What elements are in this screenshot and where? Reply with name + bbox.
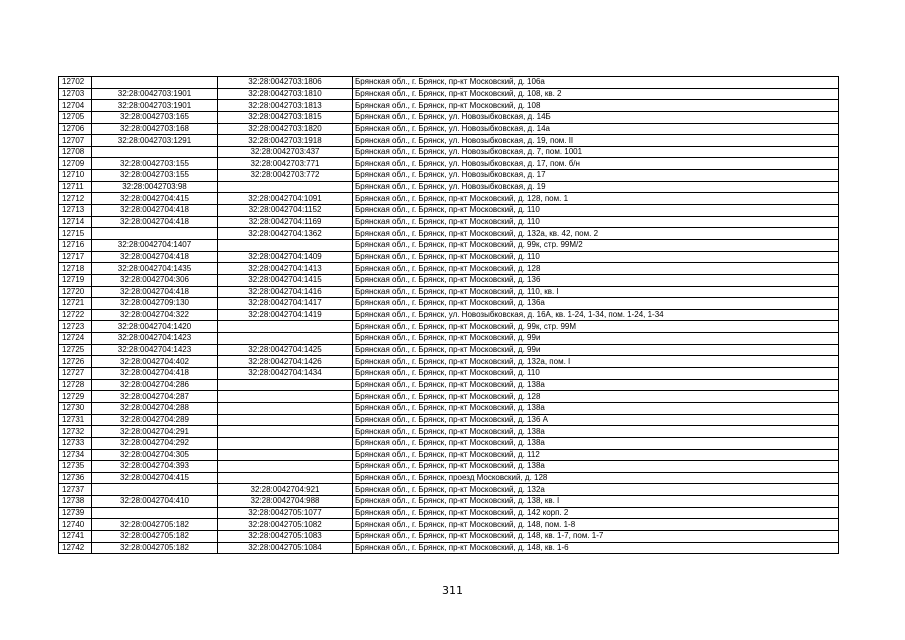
row-number-cell: 12703 [59, 88, 92, 100]
row-number-cell: 12742 [59, 542, 92, 554]
cadastral-number-cell: 32:28:0042704:1152 [218, 205, 353, 217]
parent-cadastral-number-cell: 32:28:0042704:305 [92, 449, 218, 461]
table-row [59, 239, 839, 251]
address-cell: Брянская обл., г. Брянск, ул. Новозыбковская, д. 17, пом. б/н [353, 158, 839, 170]
address-cell: Брянская обл., г. Брянск, пр-кт Московский, д. 138а [353, 426, 839, 438]
cadastral-number-cell: 32:28:0042704:921 [218, 484, 353, 496]
cadastral-number-cell: 32:28:0042704:1091 [218, 193, 353, 205]
cadastral-number-cell: 32:28:0042704:1415 [218, 274, 353, 286]
parent-cadastral-number-cell [92, 77, 218, 89]
row-number-cell: 12720 [59, 286, 92, 298]
table-row [59, 542, 839, 554]
parent-cadastral-number-cell [92, 228, 218, 240]
row-number-cell: 12735 [59, 461, 92, 473]
parent-cadastral-number-cell: 32:28:0042704:418 [92, 216, 218, 228]
address-cell: Брянская обл., г. Брянск, ул. Новозыбковская, д. 19, пом. II [353, 135, 839, 147]
row-number-cell: 12711 [59, 181, 92, 193]
cadastral-number-cell [218, 449, 353, 461]
parent-cadastral-number-cell: 32:28:0042709:130 [92, 298, 218, 310]
cadastral-number-cell [218, 321, 353, 333]
address-cell: Брянская обл., г. Брянск, пр-кт Московский, д. 99и [353, 344, 839, 356]
row-number-cell: 12722 [59, 309, 92, 321]
cadastral-number-cell: 32:28:0042704:1169 [218, 216, 353, 228]
row-number-cell: 12707 [59, 135, 92, 147]
row-number-cell: 12713 [59, 205, 92, 217]
row-number-cell: 12724 [59, 333, 92, 345]
cadastral-number-cell [218, 426, 353, 438]
table-row [59, 251, 839, 263]
cadastral-number-cell: 32:28:0042704:1413 [218, 263, 353, 275]
cadastral-number-cell: 32:28:0042703:1815 [218, 111, 353, 123]
parent-cadastral-number-cell [92, 507, 218, 519]
cadastral-number-cell: 32:28:0042703:1810 [218, 88, 353, 100]
cadastral-number-cell: 32:28:0042704:1362 [218, 228, 353, 240]
parent-cadastral-number-cell: 32:28:0042704:288 [92, 402, 218, 414]
row-number-cell: 12709 [59, 158, 92, 170]
parent-cadastral-number-cell: 32:28:0042704:418 [92, 368, 218, 380]
address-cell: Брянская обл., г. Брянск, ул. Новозыбковская, д. 16А, кв. 1-24, 1-34, пом. 1-24, 1-34 [353, 309, 839, 321]
row-number-cell: 12719 [59, 274, 92, 286]
address-cell: Брянская обл., г. Брянск, ул. Новозыбковская, д. 14а [353, 123, 839, 135]
cadastral-number-cell [218, 181, 353, 193]
row-number-cell: 12731 [59, 414, 92, 426]
table-row [59, 170, 839, 182]
address-cell: Брянская обл., г. Брянск, пр-кт Московский, д. 138а [353, 437, 839, 449]
parent-cadastral-number-cell: 32:28:0042704:1423 [92, 333, 218, 345]
cadastral-number-cell: 32:28:0042704:1426 [218, 356, 353, 368]
table-row [59, 414, 839, 426]
row-number-cell: 12716 [59, 239, 92, 251]
address-cell: Брянская обл., г. Брянск, пр-кт Московский, д. 110 [353, 205, 839, 217]
cadastral-number-cell: 32:28:0042703:1820 [218, 123, 353, 135]
parent-cadastral-number-cell [92, 484, 218, 496]
registry-table [58, 76, 839, 554]
table-row [59, 356, 839, 368]
address-cell: Брянская обл., г. Брянск, пр-кт Московский, д. 99к, стр. 99М/2 [353, 239, 839, 251]
row-number-cell: 12732 [59, 426, 92, 438]
row-number-cell: 12702 [59, 77, 92, 89]
parent-cadastral-number-cell: 32:28:0042704:287 [92, 391, 218, 403]
row-number-cell: 12726 [59, 356, 92, 368]
address-cell: Брянская обл., г. Брянск, пр-кт Московский, д. 148, кв. 1-6 [353, 542, 839, 554]
table-row [59, 193, 839, 205]
address-cell: Брянская обл., г. Брянск, пр-кт Московский, д. 148, кв. 1-7, пом. 1-7 [353, 530, 839, 542]
registry-table-body [59, 77, 839, 554]
table-row [59, 135, 839, 147]
row-number-cell: 12706 [59, 123, 92, 135]
table-row [59, 519, 839, 531]
table-row [59, 530, 839, 542]
cadastral-number-cell: 32:28:0042704:1416 [218, 286, 353, 298]
table-row [59, 286, 839, 298]
cadastral-number-cell: 32:28:0042705:1082 [218, 519, 353, 531]
parent-cadastral-number-cell: 32:28:0042703:165 [92, 111, 218, 123]
parent-cadastral-number-cell: 32:28:0042704:291 [92, 426, 218, 438]
row-number-cell: 12730 [59, 402, 92, 414]
address-cell: Брянская обл., г. Брянск, пр-кт Московский, д. 128 [353, 263, 839, 275]
row-number-cell: 12714 [59, 216, 92, 228]
cadastral-number-cell: 32:28:0042704:1409 [218, 251, 353, 263]
table-row [59, 426, 839, 438]
table-row [59, 88, 839, 100]
table-row [59, 146, 839, 158]
cadastral-number-cell: 32:28:0042705:1084 [218, 542, 353, 554]
parent-cadastral-number-cell: 32:28:0042704:286 [92, 379, 218, 391]
table-row [59, 472, 839, 484]
row-number-cell: 12723 [59, 321, 92, 333]
address-cell: Брянская обл., г. Брянск, пр-кт Московский, д. 110 [353, 251, 839, 263]
cadastral-number-cell [218, 333, 353, 345]
cadastral-number-cell [218, 414, 353, 426]
address-cell: Брянская обл., г. Брянск, пр-кт Московский, д. 148, пом. 1-8 [353, 519, 839, 531]
table-row [59, 111, 839, 123]
cadastral-number-cell: 32:28:0042705:1077 [218, 507, 353, 519]
parent-cadastral-number-cell: 32:28:0042703:1291 [92, 135, 218, 147]
cadastral-number-cell: 32:28:0042705:1083 [218, 530, 353, 542]
row-number-cell: 12734 [59, 449, 92, 461]
row-number-cell: 12738 [59, 496, 92, 508]
cadastral-number-cell: 32:28:0042704:1419 [218, 309, 353, 321]
table-row [59, 496, 839, 508]
address-cell: Брянская обл., г. Брянск, ул. Новозыбковская, д. 17 [353, 170, 839, 182]
row-number-cell: 12712 [59, 193, 92, 205]
row-number-cell: 12727 [59, 368, 92, 380]
row-number-cell: 12718 [59, 263, 92, 275]
row-number-cell: 12717 [59, 251, 92, 263]
table-row [59, 123, 839, 135]
row-number-cell: 12740 [59, 519, 92, 531]
table-row [59, 216, 839, 228]
address-cell: Брянская обл., г. Брянск, пр-кт Московский, д. 99и [353, 333, 839, 345]
parent-cadastral-number-cell: 32:28:0042704:418 [92, 205, 218, 217]
table-row [59, 298, 839, 310]
parent-cadastral-number-cell: 32:28:0042705:182 [92, 519, 218, 531]
table-row [59, 181, 839, 193]
parent-cadastral-number-cell: 32:28:0042704:418 [92, 251, 218, 263]
parent-cadastral-number-cell: 32:28:0042704:418 [92, 286, 218, 298]
cadastral-number-cell: 32:28:0042703:771 [218, 158, 353, 170]
table-row [59, 391, 839, 403]
table-row [59, 344, 839, 356]
parent-cadastral-number-cell: 32:28:0042704:1407 [92, 239, 218, 251]
table-row [59, 77, 839, 89]
table-row [59, 309, 839, 321]
parent-cadastral-number-cell [92, 146, 218, 158]
address-cell: Брянская обл., г. Брянск, ул. Новозыбковская, д. 14Б [353, 111, 839, 123]
cadastral-number-cell: 32:28:0042703:437 [218, 146, 353, 158]
address-cell: Брянская обл., г. Брянск, ул. Новозыбковская, д. 19 [353, 181, 839, 193]
cadastral-number-cell: 32:28:0042704:988 [218, 496, 353, 508]
table-row [59, 263, 839, 275]
table-row [59, 205, 839, 217]
address-cell: Брянская обл., г. Брянск, пр-кт Московский, д. 112 [353, 449, 839, 461]
cadastral-number-cell [218, 402, 353, 414]
cadastral-number-cell: 32:28:0042703:1813 [218, 100, 353, 112]
parent-cadastral-number-cell: 32:28:0042703:168 [92, 123, 218, 135]
row-number-cell: 12704 [59, 100, 92, 112]
address-cell: Брянская обл., г. Брянск, проезд Московский, д. 128 [353, 472, 839, 484]
row-number-cell: 12721 [59, 298, 92, 310]
address-cell: Брянская обл., г. Брянск, пр-кт Московский, д. 110 [353, 216, 839, 228]
address-cell: Брянская обл., г. Брянск, пр-кт Московский, д. 108, кв. 2 [353, 88, 839, 100]
address-cell: Брянская обл., г. Брянск, пр-кт Московский, д. 128, пом. 1 [353, 193, 839, 205]
table-row [59, 100, 839, 112]
parent-cadastral-number-cell: 32:28:0042704:1435 [92, 263, 218, 275]
parent-cadastral-number-cell: 32:28:0042704:1420 [92, 321, 218, 333]
cadastral-number-cell: 32:28:0042703:772 [218, 170, 353, 182]
parent-cadastral-number-cell: 32:28:0042704:393 [92, 461, 218, 473]
address-cell: Брянская обл., г. Брянск, пр-кт Московский, д. 106а [353, 77, 839, 89]
row-number-cell: 12715 [59, 228, 92, 240]
table-row [59, 368, 839, 380]
parent-cadastral-number-cell: 32:28:0042704:402 [92, 356, 218, 368]
table-row [59, 321, 839, 333]
address-cell: Брянская обл., г. Брянск, пр-кт Московский, д. 110 [353, 368, 839, 380]
address-cell: Брянская обл., г. Брянск, пр-кт Московский, д. 138а [353, 402, 839, 414]
address-cell: Брянская обл., г. Брянск, пр-кт Московский, д. 138, кв. I [353, 496, 839, 508]
address-cell: Брянская обл., г. Брянск, пр-кт Московский, д. 138а [353, 461, 839, 473]
cadastral-number-cell [218, 472, 353, 484]
address-cell: Брянская обл., г. Брянск, пр-кт Московский, д. 128 [353, 391, 839, 403]
row-number-cell: 12741 [59, 530, 92, 542]
row-number-cell: 12729 [59, 391, 92, 403]
table-row [59, 484, 839, 496]
parent-cadastral-number-cell: 32:28:0042704:410 [92, 496, 218, 508]
address-cell: Брянская обл., г. Брянск, пр-кт Московский, д. 136 [353, 274, 839, 286]
row-number-cell: 12728 [59, 379, 92, 391]
address-cell: Брянская обл., г. Брянск, пр-кт Московский, д. 132а, пом. I [353, 356, 839, 368]
table-row [59, 437, 839, 449]
parent-cadastral-number-cell: 32:28:0042704:415 [92, 193, 218, 205]
cadastral-number-cell: 32:28:0042704:1425 [218, 344, 353, 356]
parent-cadastral-number-cell: 32:28:0042705:182 [92, 530, 218, 542]
table-row [59, 333, 839, 345]
cadastral-number-cell: 32:28:0042703:1806 [218, 77, 353, 89]
cadastral-number-cell [218, 437, 353, 449]
parent-cadastral-number-cell: 32:28:0042703:155 [92, 170, 218, 182]
page-number: 311 [442, 584, 463, 597]
parent-cadastral-number-cell: 32:28:0042704:292 [92, 437, 218, 449]
cadastral-number-cell [218, 239, 353, 251]
table-row [59, 158, 839, 170]
parent-cadastral-number-cell: 32:28:0042703:1901 [92, 88, 218, 100]
address-cell: Брянская обл., г. Брянск, пр-кт Московский, д. 108 [353, 100, 839, 112]
parent-cadastral-number-cell: 32:28:0042704:1423 [92, 344, 218, 356]
parent-cadastral-number-cell: 32:28:0042705:182 [92, 542, 218, 554]
cadastral-number-cell: 32:28:0042704:1417 [218, 298, 353, 310]
cadastral-number-cell [218, 379, 353, 391]
table-row [59, 379, 839, 391]
parent-cadastral-number-cell: 32:28:0042704:415 [92, 472, 218, 484]
address-cell: Брянская обл., г. Брянск, ул. Новозыбковская, д. 7, пом. 1001 [353, 146, 839, 158]
address-cell: Брянская обл., г. Брянск, пр-кт Московский, д. 110, кв. I [353, 286, 839, 298]
address-cell: Брянская обл., г. Брянск, пр-кт Московский, д. 132а, кв. 42, пом. 2 [353, 228, 839, 240]
parent-cadastral-number-cell: 32:28:0042704:289 [92, 414, 218, 426]
address-cell: Брянская обл., г. Брянск, пр-кт Московский, д. 142 корп. 2 [353, 507, 839, 519]
table-row [59, 461, 839, 473]
row-number-cell: 12739 [59, 507, 92, 519]
cadastral-number-cell [218, 391, 353, 403]
address-cell: Брянская обл., г. Брянск, пр-кт Московский, д. 136а [353, 298, 839, 310]
parent-cadastral-number-cell: 32:28:0042703:1901 [92, 100, 218, 112]
table-row [59, 274, 839, 286]
parent-cadastral-number-cell: 32:28:0042704:322 [92, 309, 218, 321]
row-number-cell: 12725 [59, 344, 92, 356]
cadastral-number-cell: 32:28:0042704:1434 [218, 368, 353, 380]
cadastral-number-cell: 32:28:0042703:1918 [218, 135, 353, 147]
row-number-cell: 12733 [59, 437, 92, 449]
table-row [59, 402, 839, 414]
parent-cadastral-number-cell: 32:28:0042703:98 [92, 181, 218, 193]
address-cell: Брянская обл., г. Брянск, пр-кт Московский, д. 132а [353, 484, 839, 496]
parent-cadastral-number-cell: 32:28:0042703:155 [92, 158, 218, 170]
address-cell: Брянская обл., г. Брянск, пр-кт Московский, д. 99к, стр. 99М [353, 321, 839, 333]
cadastral-number-cell [218, 461, 353, 473]
row-number-cell: 12736 [59, 472, 92, 484]
table-row [59, 228, 839, 240]
table-row [59, 507, 839, 519]
address-cell: Брянская обл., г. Брянск, пр-кт Московский, д. 138а [353, 379, 839, 391]
row-number-cell: 12737 [59, 484, 92, 496]
table-row [59, 449, 839, 461]
address-cell: Брянская обл., г. Брянск, пр-кт Московский, д. 136 А [353, 414, 839, 426]
parent-cadastral-number-cell: 32:28:0042704:306 [92, 274, 218, 286]
row-number-cell: 12710 [59, 170, 92, 182]
row-number-cell: 12705 [59, 111, 92, 123]
row-number-cell: 12708 [59, 146, 92, 158]
